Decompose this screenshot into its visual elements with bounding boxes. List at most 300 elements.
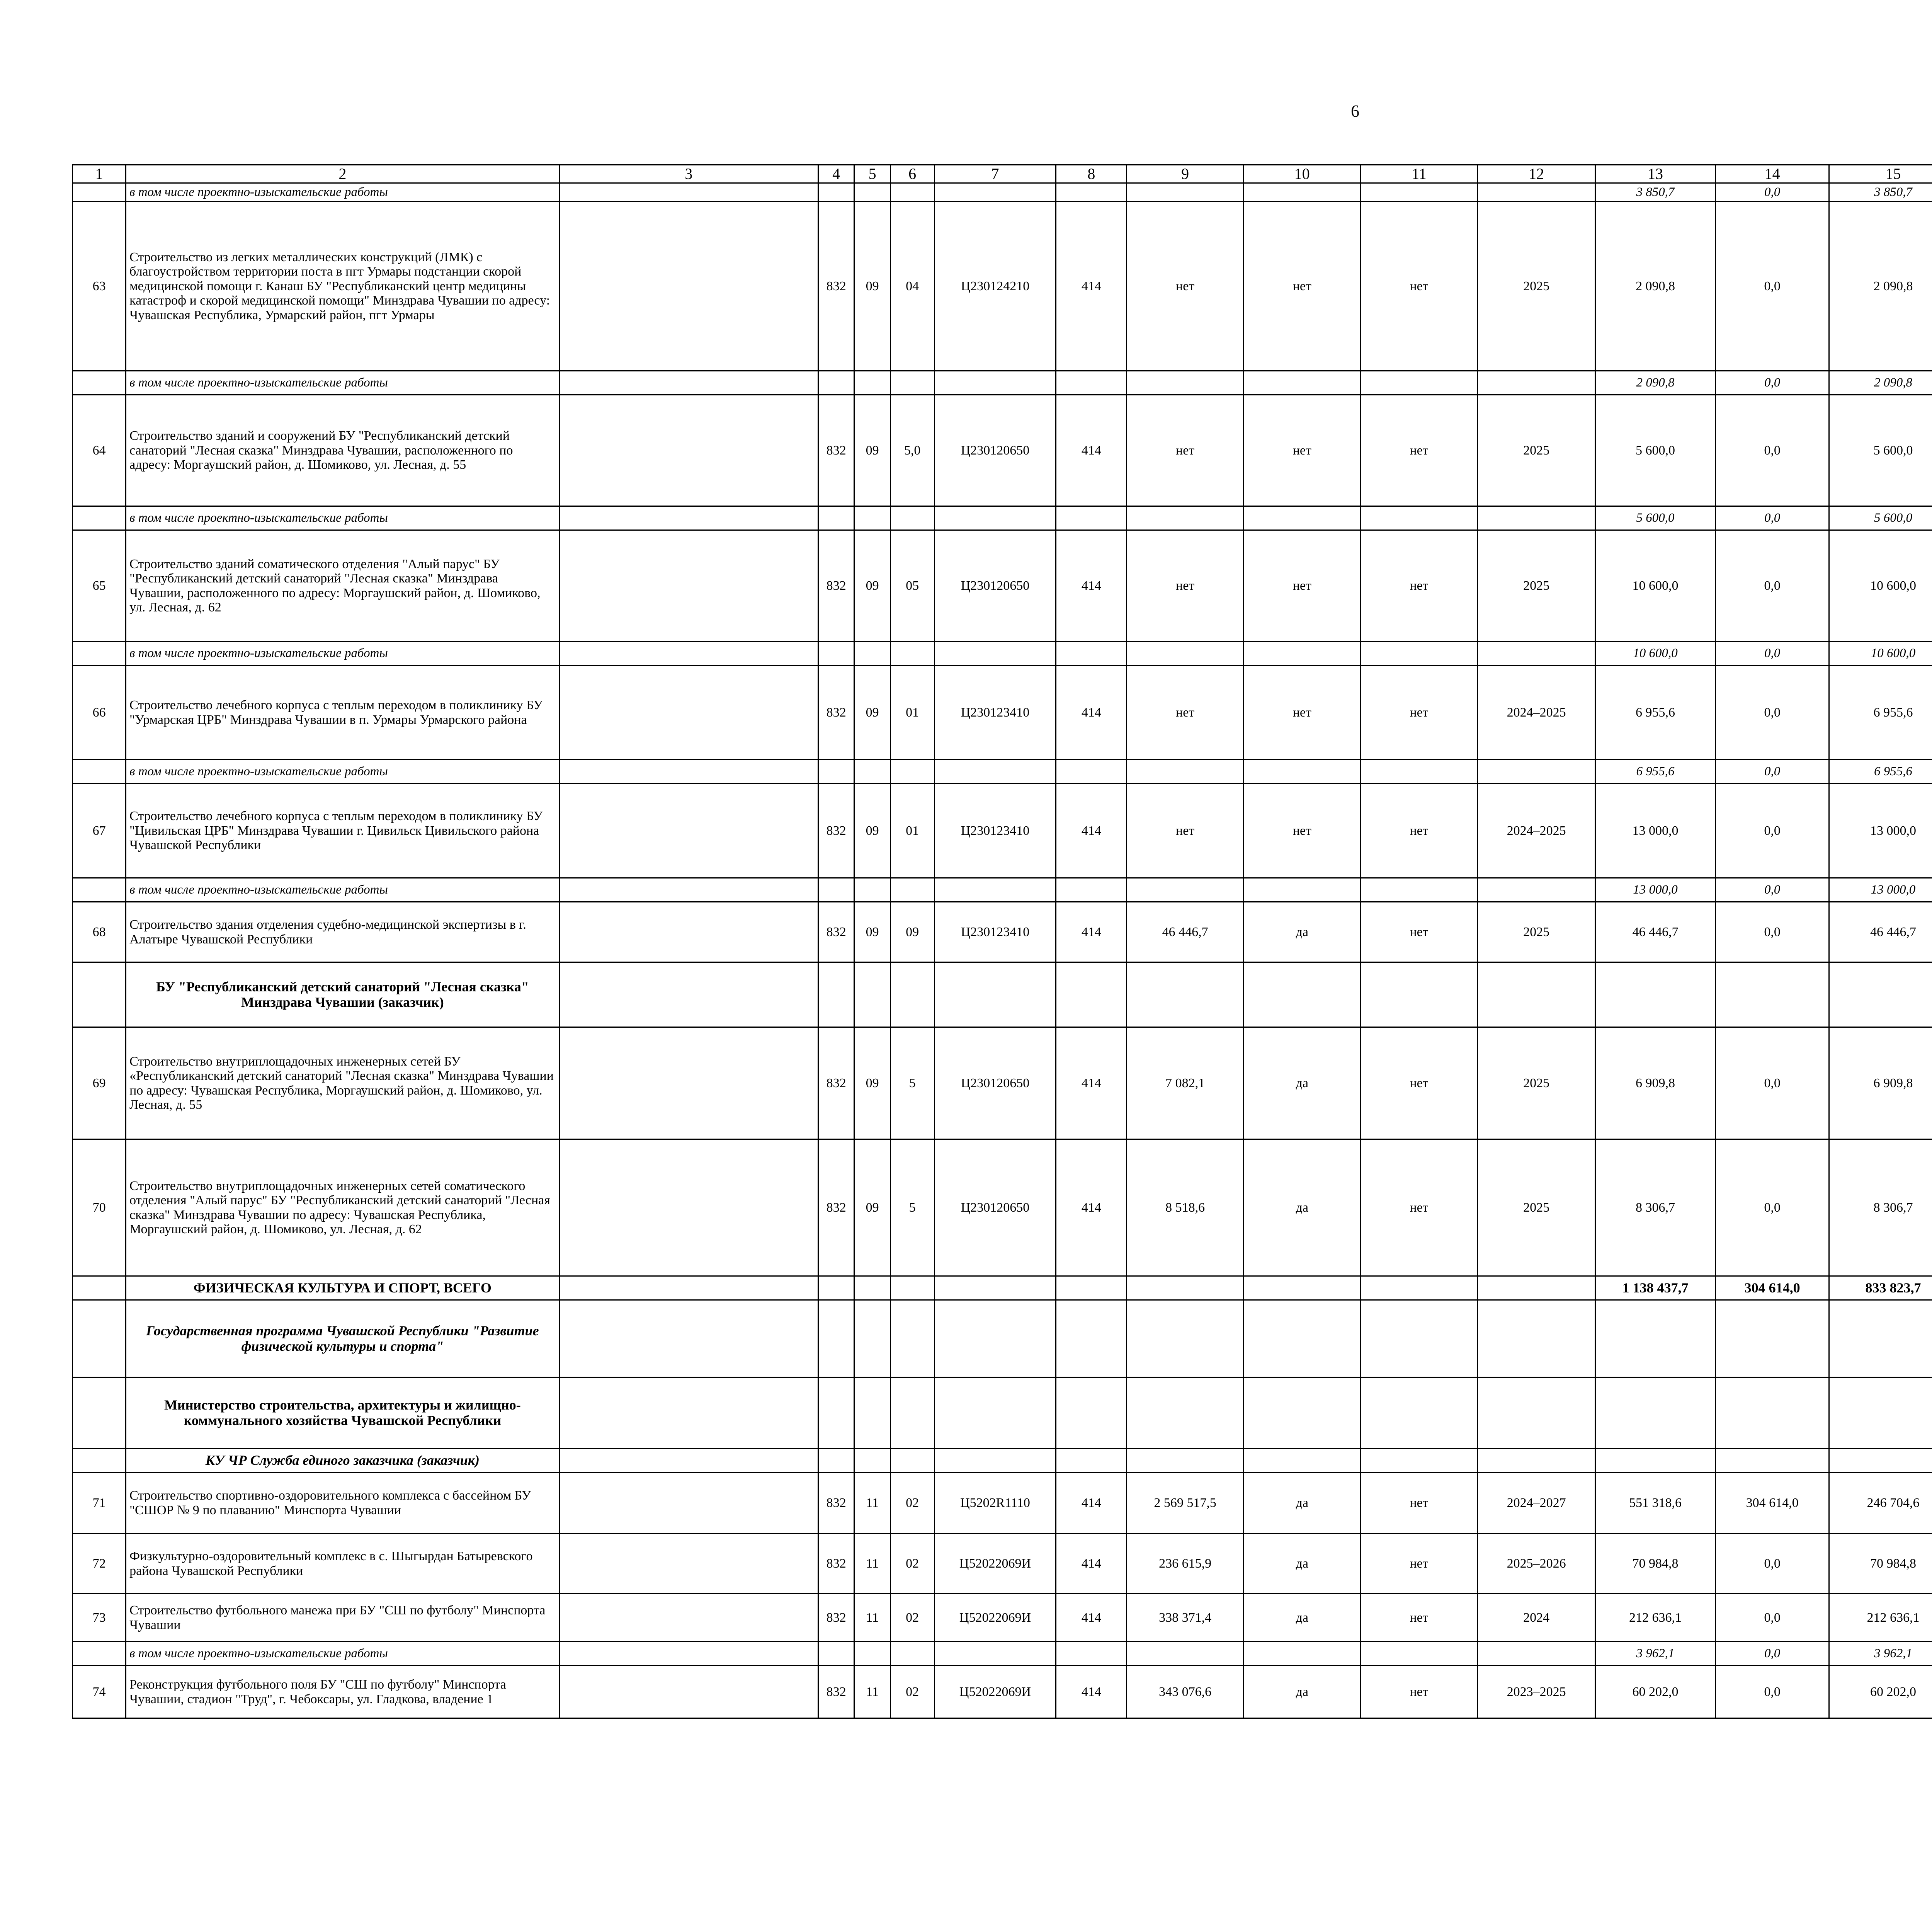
table-cell bbox=[1243, 1276, 1361, 1300]
table-cell bbox=[854, 642, 890, 666]
column-number: 2 bbox=[126, 165, 559, 183]
table-cell bbox=[1243, 1642, 1361, 1666]
table-cell bbox=[818, 1300, 854, 1377]
table-cell: нет bbox=[1361, 1473, 1478, 1534]
row-name: в том числе проектно-изыскательские работы bbox=[126, 183, 559, 202]
table-cell bbox=[818, 1642, 854, 1666]
group-row bbox=[73, 962, 1932, 1027]
table-cell: 0,0 bbox=[1715, 1642, 1829, 1666]
table-row bbox=[73, 395, 1932, 506]
row-name: Физкультурно-оздоровительный комплекс в с. Шыгырдан Батыревского района Чувашской Республики bbox=[126, 1534, 559, 1594]
table-cell bbox=[1127, 760, 1244, 784]
row-name: Строительство внутриплощадочных инженерных сетей БУ «Республиканский детский санаторий "Лесная сказка" Минздрава Чувашии по адресу: Чувашская Республика, Моргаушский район, д. Шомиково, ул. Лесная, д. 55 bbox=[126, 1027, 559, 1139]
table-cell bbox=[818, 1377, 854, 1449]
table-cell bbox=[1595, 1449, 1716, 1473]
row-number: 68 bbox=[73, 902, 126, 962]
table-cell bbox=[1127, 962, 1244, 1027]
table-cell: 10 600,0 bbox=[1829, 530, 1932, 642]
table-cell bbox=[890, 1300, 934, 1377]
row-number bbox=[73, 183, 126, 202]
table-cell bbox=[934, 371, 1056, 395]
header-row bbox=[73, 165, 1932, 183]
row-name: Реконструкция футбольного поля БУ "СШ по футболу" Минспорта Чувашии, стадион "Труд", г. Чебоксары, ул. Гладкова, владение 1 bbox=[126, 1666, 559, 1718]
table-cell: 8 306,7 bbox=[1829, 1139, 1932, 1276]
table-cell bbox=[1478, 183, 1595, 202]
row-number bbox=[73, 1276, 126, 1300]
table-cell bbox=[890, 506, 934, 530]
table-cell: 5 bbox=[890, 1139, 934, 1276]
table-cell: 01 bbox=[890, 666, 934, 760]
table-cell: нет bbox=[1127, 202, 1244, 371]
table-cell: 2025 bbox=[1478, 1139, 1595, 1276]
table-cell bbox=[559, 1594, 818, 1642]
table-cell: 46 446,7 bbox=[1127, 902, 1244, 962]
table-cell bbox=[1478, 962, 1595, 1027]
table-cell bbox=[559, 1300, 818, 1377]
table-cell: нет bbox=[1243, 395, 1361, 506]
table-cell: 832 bbox=[818, 784, 854, 878]
table-cell: нет bbox=[1361, 530, 1478, 642]
table-cell: 6 955,6 bbox=[1829, 666, 1932, 760]
row-name: Строительство внутриплощадочных инженерных сетей соматического отделения "Алый парус" БУ "Республиканский детский санаторий "Лесная сказка" Минздрава Чувашии по адресу: Чувашская Республика, Моргаушский район, д. Шомиково, ул. Лесная, д. 62 bbox=[126, 1139, 559, 1276]
table-cell: 343 076,6 bbox=[1127, 1666, 1244, 1718]
table-cell: 414 bbox=[1056, 202, 1127, 371]
table-cell bbox=[1478, 1276, 1595, 1300]
table-row bbox=[73, 1594, 1932, 1642]
table-cell: 0,0 bbox=[1715, 1027, 1829, 1139]
table-cell: 2 090,8 bbox=[1829, 202, 1932, 371]
table-cell: 246 704,6 bbox=[1829, 1473, 1932, 1534]
table-cell: нет bbox=[1243, 784, 1361, 878]
row-name: Строительство зданий соматического отделения "Алый парус" БУ "Республиканский детский санаторий "Лесная сказка" Минздрава Чувашии, расположенного по адресу: Моргаушский район, д. Шомиково, ул. Лесная, д. 62 bbox=[126, 530, 559, 642]
table-cell: 13 000,0 bbox=[1829, 784, 1932, 878]
table-cell bbox=[818, 642, 854, 666]
table-cell: 0,0 bbox=[1715, 183, 1829, 202]
column-number: 3 bbox=[559, 165, 818, 183]
table-cell bbox=[890, 878, 934, 902]
table-cell: 0,0 bbox=[1715, 878, 1829, 902]
table-cell bbox=[1243, 962, 1361, 1027]
table-cell bbox=[559, 1139, 818, 1276]
table-cell: 414 bbox=[1056, 1594, 1127, 1642]
table-cell bbox=[1243, 1377, 1361, 1449]
table-cell bbox=[1056, 1377, 1127, 1449]
table-cell bbox=[934, 1300, 1056, 1377]
table-cell: 10 600,0 bbox=[1595, 530, 1716, 642]
table-cell: 2 569 517,5 bbox=[1127, 1473, 1244, 1534]
column-number: 11 bbox=[1361, 165, 1478, 183]
table-cell: нет bbox=[1361, 1666, 1478, 1718]
table-cell: нет bbox=[1127, 666, 1244, 760]
table-cell: 0,0 bbox=[1715, 202, 1829, 371]
group-row bbox=[73, 1449, 1932, 1473]
table-cell bbox=[1361, 1300, 1478, 1377]
table-cell bbox=[818, 760, 854, 784]
table-cell: 8 306,7 bbox=[1595, 1139, 1716, 1276]
table-cell bbox=[1361, 760, 1478, 784]
table-cell bbox=[559, 784, 818, 878]
table-cell: 2 090,8 bbox=[1595, 371, 1716, 395]
table-cell: 3 962,1 bbox=[1595, 1642, 1716, 1666]
table-cell: 6 955,6 bbox=[1595, 760, 1716, 784]
table-cell bbox=[890, 371, 934, 395]
table-cell bbox=[1056, 1449, 1127, 1473]
table-cell bbox=[1478, 1300, 1595, 1377]
table-cell: 5 bbox=[890, 1027, 934, 1139]
column-number: 1 bbox=[73, 165, 126, 183]
table-cell bbox=[1478, 371, 1595, 395]
table-cell: 3 850,7 bbox=[1595, 183, 1716, 202]
row-name: в том числе проектно-изыскательские работы bbox=[126, 1642, 559, 1666]
table-cell bbox=[1243, 878, 1361, 902]
row-name: Строительство из легких металлических конструкций (ЛМК) с благоустройством территории поста в пгт Урмары подстанции скорой медицинской помощи г. Канаш БУ "Республиканский центр медицины катастроф и скорой медицинской помощи" Минздрава Чувашии по адресу: Чувашская Республика, Урмарский район, пгт Урмары bbox=[126, 202, 559, 371]
table-cell bbox=[1056, 878, 1127, 902]
column-number: 7 bbox=[934, 165, 1056, 183]
table-cell: 09 bbox=[854, 784, 890, 878]
table-cell bbox=[854, 962, 890, 1027]
row-number bbox=[73, 642, 126, 666]
table-cell bbox=[1127, 1276, 1244, 1300]
table-cell: нет bbox=[1361, 395, 1478, 506]
table-cell: 5,0 bbox=[890, 395, 934, 506]
table-cell bbox=[1595, 1377, 1716, 1449]
table-cell bbox=[890, 962, 934, 1027]
row-number bbox=[73, 878, 126, 902]
row-name: Строительство спортивно-оздоровительного комплекса с бассейном БУ "СШОР № 9 по плаванию" Минспорта Чувашии bbox=[126, 1473, 559, 1534]
table-cell bbox=[559, 371, 818, 395]
table-cell bbox=[1056, 760, 1127, 784]
total-row bbox=[73, 1276, 1932, 1300]
table-cell: 09 bbox=[854, 530, 890, 642]
table-cell: Ц52022069И bbox=[934, 1594, 1056, 1642]
subtotal-row bbox=[73, 1642, 1932, 1666]
table-cell: 11 bbox=[854, 1594, 890, 1642]
table-cell: 6 909,8 bbox=[1595, 1027, 1716, 1139]
table-cell bbox=[559, 1276, 818, 1300]
table-cell: 2024 bbox=[1478, 1594, 1595, 1642]
table-cell bbox=[818, 371, 854, 395]
table-cell bbox=[818, 878, 854, 902]
table-cell bbox=[890, 1276, 934, 1300]
table-cell bbox=[890, 183, 934, 202]
table-cell: да bbox=[1243, 1666, 1361, 1718]
table-row bbox=[73, 1139, 1932, 1276]
column-number: 14 bbox=[1715, 165, 1829, 183]
table-cell bbox=[1056, 1642, 1127, 1666]
column-number: 4 bbox=[818, 165, 854, 183]
table-cell: нет bbox=[1361, 1594, 1478, 1642]
table-cell: 0,0 bbox=[1715, 1666, 1829, 1718]
table-cell bbox=[854, 878, 890, 902]
table-cell: 10 600,0 bbox=[1595, 642, 1716, 666]
table-cell: 13 000,0 bbox=[1595, 878, 1716, 902]
table-cell: 832 bbox=[818, 530, 854, 642]
table-cell: 832 bbox=[818, 1534, 854, 1594]
table-cell: 0,0 bbox=[1715, 1534, 1829, 1594]
table-cell bbox=[1056, 962, 1127, 1027]
table-cell bbox=[854, 1642, 890, 1666]
table-cell bbox=[934, 1377, 1056, 1449]
table-cell bbox=[1243, 506, 1361, 530]
table-cell: 2024–2025 bbox=[1478, 666, 1595, 760]
table-cell bbox=[559, 183, 818, 202]
table-cell: 09 bbox=[854, 202, 890, 371]
table-cell: 832 bbox=[818, 666, 854, 760]
table-cell: 304 614,0 bbox=[1715, 1473, 1829, 1534]
table-cell: 832 bbox=[818, 902, 854, 962]
table-cell: Ц52022069И bbox=[934, 1666, 1056, 1718]
table-cell: 3 850,7 bbox=[1829, 183, 1932, 202]
row-number: 71 bbox=[73, 1473, 126, 1534]
table-cell bbox=[1127, 1449, 1244, 1473]
table-cell bbox=[854, 760, 890, 784]
table-cell bbox=[818, 183, 854, 202]
row-name: КУ ЧР Служба единого заказчика (заказчик) bbox=[126, 1449, 559, 1473]
subtotal-row bbox=[73, 506, 1932, 530]
row-name: ФИЗИЧЕСКАЯ КУЛЬТУРА И СПОРТ, ВСЕГО bbox=[126, 1276, 559, 1300]
table-cell: 2025 bbox=[1478, 395, 1595, 506]
table-cell: нет bbox=[1361, 1534, 1478, 1594]
table-cell bbox=[1829, 962, 1932, 1027]
table-cell: 832 bbox=[818, 1473, 854, 1534]
table-row bbox=[73, 666, 1932, 760]
table-cell: 551 318,6 bbox=[1595, 1473, 1716, 1534]
column-number: 13 bbox=[1595, 165, 1716, 183]
row-name: Строительство зданий и сооружений БУ "Республиканский детский санаторий "Лесная сказка" Минздрава Чувашии, расположенного по адресу: Моргаушский район, д. Шомиково, ул. Лесная, д. 55 bbox=[126, 395, 559, 506]
table-cell bbox=[1361, 1642, 1478, 1666]
table-cell: 2024–2025 bbox=[1478, 784, 1595, 878]
column-number: 9 bbox=[1127, 165, 1244, 183]
table-cell bbox=[890, 642, 934, 666]
table-cell: 6 909,8 bbox=[1829, 1027, 1932, 1139]
table-cell bbox=[890, 1377, 934, 1449]
row-number: 65 bbox=[73, 530, 126, 642]
table-cell: 09 bbox=[854, 666, 890, 760]
table-cell bbox=[1478, 1642, 1595, 1666]
table-cell: 304 614,0 bbox=[1715, 1276, 1829, 1300]
table-cell: 09 bbox=[890, 902, 934, 962]
table-cell: 46 446,7 bbox=[1595, 902, 1716, 962]
table-cell bbox=[1715, 1377, 1829, 1449]
table-cell: 414 bbox=[1056, 784, 1127, 878]
table-cell bbox=[1127, 1377, 1244, 1449]
data-table bbox=[72, 164, 1932, 1719]
table-cell bbox=[1361, 962, 1478, 1027]
table-cell: 09 bbox=[854, 395, 890, 506]
row-number bbox=[73, 962, 126, 1027]
table-cell bbox=[890, 1449, 934, 1473]
table-cell bbox=[559, 395, 818, 506]
table-cell: 02 bbox=[890, 1666, 934, 1718]
row-number: 63 bbox=[73, 202, 126, 371]
table-cell bbox=[1127, 878, 1244, 902]
table-cell bbox=[1243, 642, 1361, 666]
column-number: 15 bbox=[1829, 165, 1932, 183]
row-name: в том числе проектно-изыскательские работы bbox=[126, 878, 559, 902]
table-cell bbox=[1361, 1449, 1478, 1473]
table-cell bbox=[1056, 1300, 1127, 1377]
table-cell bbox=[1478, 642, 1595, 666]
table-cell: 2025 bbox=[1478, 202, 1595, 371]
table-cell: 1 138 437,7 bbox=[1595, 1276, 1716, 1300]
table-cell bbox=[1243, 760, 1361, 784]
table-cell: Ц230120650 bbox=[934, 1027, 1056, 1139]
row-number bbox=[73, 760, 126, 784]
table-cell bbox=[818, 1449, 854, 1473]
table-cell: нет bbox=[1361, 784, 1478, 878]
table-cell: да bbox=[1243, 1139, 1361, 1276]
table-cell: 13 000,0 bbox=[1595, 784, 1716, 878]
table-cell bbox=[854, 1377, 890, 1449]
table-cell: нет bbox=[1127, 784, 1244, 878]
table-cell: Ц5202R1110 bbox=[934, 1473, 1056, 1534]
table-cell bbox=[1127, 1300, 1244, 1377]
table-cell bbox=[1056, 183, 1127, 202]
row-number bbox=[73, 506, 126, 530]
table-cell: 6 955,6 bbox=[1829, 760, 1932, 784]
table-cell: нет bbox=[1243, 202, 1361, 371]
table-cell: 04 bbox=[890, 202, 934, 371]
column-number: 5 bbox=[854, 165, 890, 183]
table-cell bbox=[1056, 371, 1127, 395]
row-number: 66 bbox=[73, 666, 126, 760]
table-cell bbox=[818, 962, 854, 1027]
table-cell: 02 bbox=[890, 1473, 934, 1534]
table-cell bbox=[1361, 1377, 1478, 1449]
table-cell bbox=[1127, 1642, 1244, 1666]
row-name: Государственная программа Чувашской Республики "Развитие физической культуры и спорта" bbox=[126, 1300, 559, 1377]
table-cell: 414 bbox=[1056, 666, 1127, 760]
table-cell bbox=[934, 1642, 1056, 1666]
table-cell: Ц230120650 bbox=[934, 530, 1056, 642]
table-row bbox=[73, 784, 1932, 878]
table-cell: 832 bbox=[818, 1666, 854, 1718]
table-cell: 0,0 bbox=[1715, 784, 1829, 878]
table-cell: 09 bbox=[854, 1139, 890, 1276]
table-cell: 236 615,9 bbox=[1127, 1534, 1244, 1594]
table-cell bbox=[890, 760, 934, 784]
table-cell: 3 962,1 bbox=[1829, 1642, 1932, 1666]
table-cell: 09 bbox=[854, 1027, 890, 1139]
table-cell: 2 090,8 bbox=[1595, 202, 1716, 371]
table-cell bbox=[934, 1276, 1056, 1300]
table-cell bbox=[1478, 506, 1595, 530]
table-cell: 2023–2025 bbox=[1478, 1666, 1595, 1718]
table-cell: 6 955,6 bbox=[1595, 666, 1716, 760]
table-cell: 0,0 bbox=[1715, 395, 1829, 506]
table-cell: 0,0 bbox=[1715, 506, 1829, 530]
table-cell bbox=[854, 1276, 890, 1300]
table-cell: нет bbox=[1243, 666, 1361, 760]
table-cell: да bbox=[1243, 1594, 1361, 1642]
row-name: Строительство здания отделения судебно-медицинской экспертизы в г. Алатыре Чувашской Республики bbox=[126, 902, 559, 962]
table-cell bbox=[1361, 1276, 1478, 1300]
table-cell bbox=[559, 506, 818, 530]
table-cell bbox=[854, 371, 890, 395]
table-cell bbox=[854, 1449, 890, 1473]
table-cell bbox=[934, 183, 1056, 202]
table-cell: Ц230123410 bbox=[934, 902, 1056, 962]
row-name: Министерство строительства, архитектуры и жилищно-коммунального хозяйства Чувашской Республики bbox=[126, 1377, 559, 1449]
table-cell: 0,0 bbox=[1715, 760, 1829, 784]
table-cell: нет bbox=[1361, 666, 1478, 760]
table-cell: да bbox=[1243, 1473, 1361, 1534]
table-cell bbox=[1361, 183, 1478, 202]
row-name: Строительство лечебного корпуса с теплым переходом в поликлинику БУ "Урмарская ЦРБ" Минздрава Чувашии в п. Урмары Урмарского района bbox=[126, 666, 559, 760]
table-cell: нет bbox=[1361, 202, 1478, 371]
column-number: 10 bbox=[1243, 165, 1361, 183]
table-cell: Ц230124210 bbox=[934, 202, 1056, 371]
table-cell: 70 984,8 bbox=[1829, 1534, 1932, 1594]
table-cell: 832 bbox=[818, 395, 854, 506]
table-cell bbox=[1243, 1300, 1361, 1377]
table-cell bbox=[890, 1642, 934, 1666]
table-cell bbox=[559, 1534, 818, 1594]
table-cell bbox=[934, 642, 1056, 666]
page-number: 6 bbox=[1351, 102, 1359, 121]
table-cell bbox=[559, 902, 818, 962]
table-cell: 414 bbox=[1056, 1534, 1127, 1594]
row-name: в том числе проектно-изыскательские работы bbox=[126, 506, 559, 530]
table-cell bbox=[1829, 1449, 1932, 1473]
row-number bbox=[73, 1300, 126, 1377]
subtotal-row bbox=[73, 371, 1932, 395]
row-number bbox=[73, 371, 126, 395]
table-cell: 8 518,6 bbox=[1127, 1139, 1244, 1276]
table-cell: 2 090,8 bbox=[1829, 371, 1932, 395]
table-cell bbox=[1595, 962, 1716, 1027]
row-number: 67 bbox=[73, 784, 126, 878]
table-cell: 0,0 bbox=[1715, 642, 1829, 666]
table-cell: 0,0 bbox=[1715, 902, 1829, 962]
table-cell: 832 bbox=[818, 202, 854, 371]
table-cell: 05 bbox=[890, 530, 934, 642]
table-cell bbox=[1478, 1449, 1595, 1473]
subtotal-row bbox=[73, 760, 1932, 784]
table-cell bbox=[559, 1027, 818, 1139]
table-cell bbox=[1127, 371, 1244, 395]
table-cell bbox=[934, 878, 1056, 902]
table-row bbox=[73, 1666, 1932, 1718]
row-name: в том числе проектно-изыскательские работы bbox=[126, 371, 559, 395]
table-cell: 2025 bbox=[1478, 902, 1595, 962]
subtotal-row bbox=[73, 878, 1932, 902]
table-cell: 414 bbox=[1056, 1473, 1127, 1534]
table-cell: нет bbox=[1361, 1139, 1478, 1276]
table-cell bbox=[559, 530, 818, 642]
table-cell bbox=[1361, 878, 1478, 902]
table-cell bbox=[559, 962, 818, 1027]
table-cell bbox=[854, 506, 890, 530]
row-name: в том числе проектно-изыскательские работы bbox=[126, 760, 559, 784]
row-number: 74 bbox=[73, 1666, 126, 1718]
table-cell bbox=[1829, 1300, 1932, 1377]
table-cell bbox=[559, 1449, 818, 1473]
row-name: БУ "Республиканский детский санаторий "Лесная сказка" Минздрава Чувашии (заказчик) bbox=[126, 962, 559, 1027]
table-cell bbox=[559, 1666, 818, 1718]
row-number: 72 bbox=[73, 1534, 126, 1594]
table-cell: 46 446,7 bbox=[1829, 902, 1932, 962]
table-cell: 02 bbox=[890, 1534, 934, 1594]
table-cell: Ц230123410 bbox=[934, 666, 1056, 760]
table-cell bbox=[559, 760, 818, 784]
table-cell: нет bbox=[1127, 530, 1244, 642]
table-cell: 212 636,1 bbox=[1595, 1594, 1716, 1642]
row-name: Строительство футбольного манежа при БУ "СШ по футболу" Минспорта Чувашии bbox=[126, 1594, 559, 1642]
table-row bbox=[73, 902, 1932, 962]
table-cell bbox=[934, 506, 1056, 530]
table-cell: 7 082,1 bbox=[1127, 1027, 1244, 1139]
